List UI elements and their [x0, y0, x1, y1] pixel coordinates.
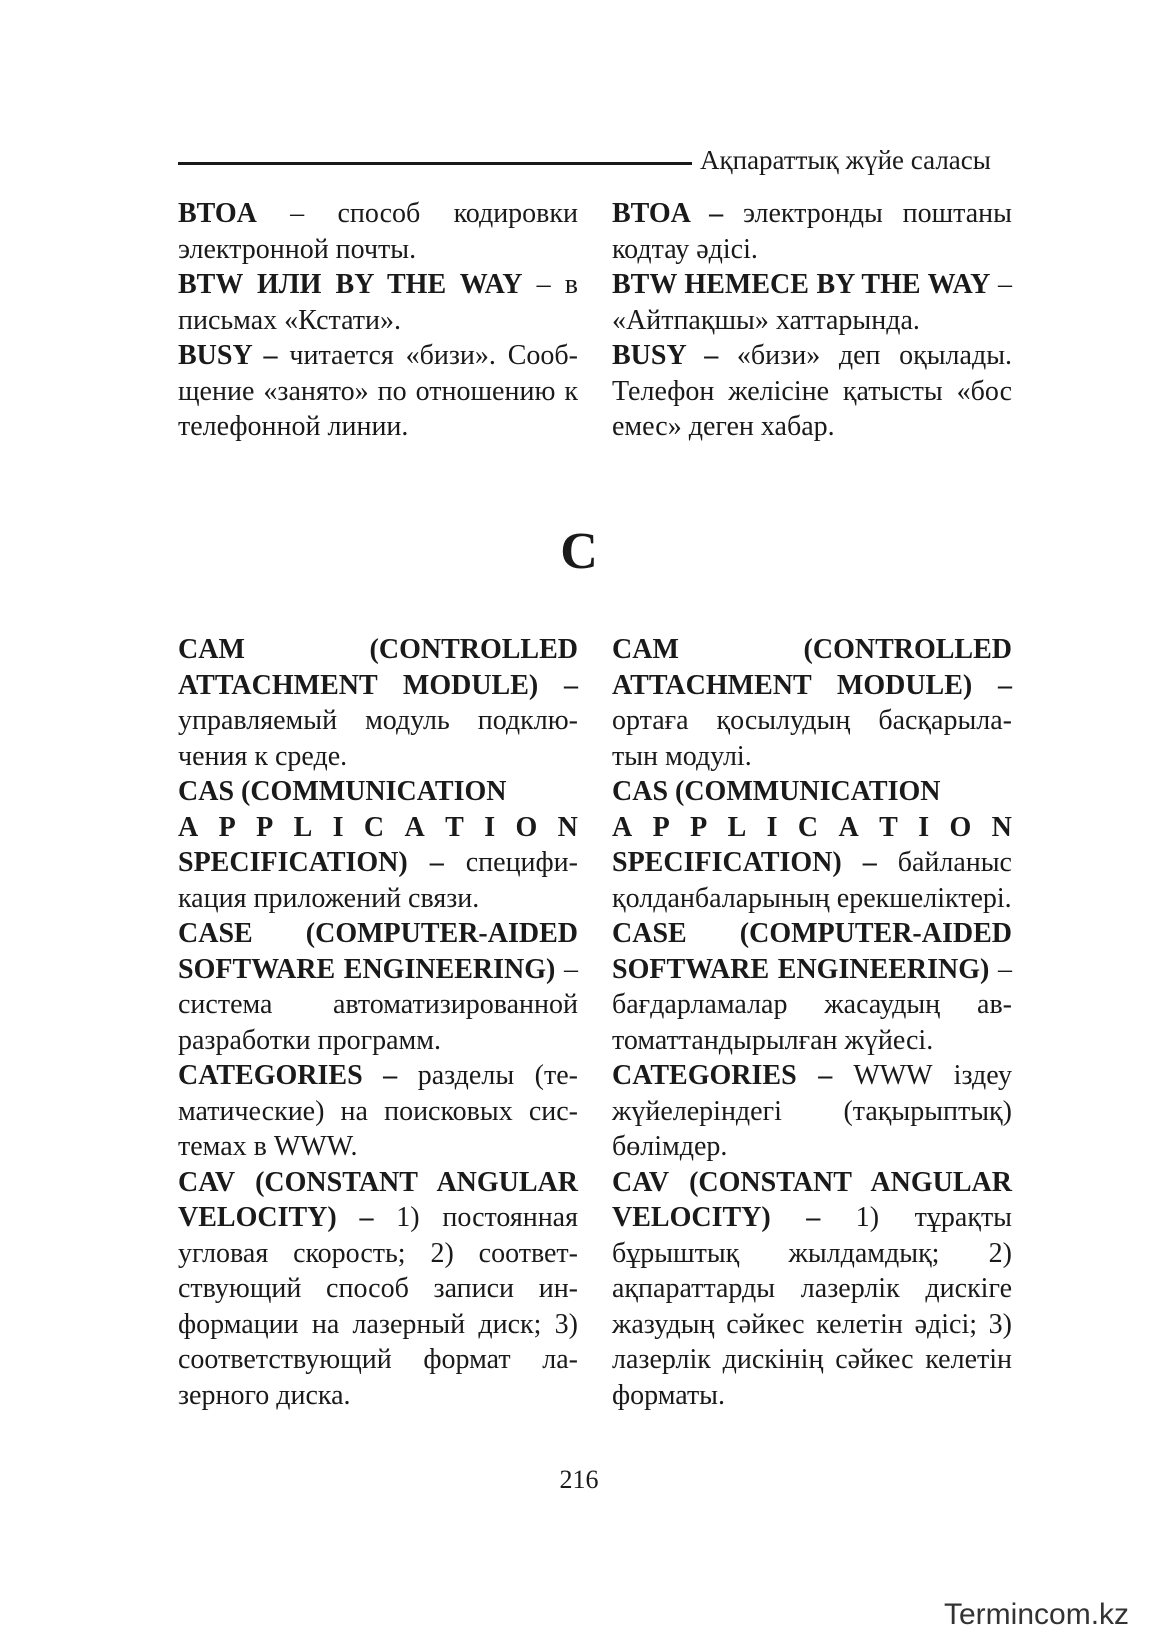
entry-term: CAM (CONTROLLED ATTACHMENT MODULE) –	[612, 634, 1012, 701]
spaced-term-line	[612, 810, 1012, 846]
header-rule	[178, 162, 692, 165]
spaced-letter: P	[256, 811, 274, 843]
entry-categories-kk	[612, 1058, 1012, 1165]
entry-definition: электронды поштаны кодтау әдісі.	[612, 198, 1012, 265]
entry-definition: WWW іздеу жүйелеріндегі (тақырыптық) бөлімдер.	[612, 1060, 1012, 1162]
entries-ru-top	[178, 196, 578, 445]
spaced-letter: A	[612, 811, 633, 843]
entry-term: BUSY –	[178, 340, 278, 371]
entries-kk-top	[612, 196, 1012, 445]
entry-cav-kk	[612, 1165, 1012, 1414]
spaced-letter: A	[178, 811, 199, 843]
spaced-letter: L	[727, 811, 747, 843]
spaced-letter: N	[557, 811, 578, 843]
entry-definition: – способ кодировки электронной почты.	[178, 198, 578, 265]
entry-cam-ru	[178, 632, 578, 774]
running-header: Ақпараттық жүйе саласы	[700, 145, 991, 175]
entry-cas-kk	[612, 774, 1012, 916]
entry-btoa-kk	[612, 196, 1012, 267]
entry-term: BTOA –	[612, 198, 724, 229]
entry-definition: «бизи» деп оқылады. Телефон желісіне қатысты «бос емес» деген хабар.	[612, 340, 1013, 442]
entry-term: CASE (COMPUTER-AIDED SOFTWARE ENGINEERING)	[178, 918, 578, 985]
spaced-term-line	[178, 810, 578, 846]
entry-definition: читается «бизи». Сооб-щение «занято» по отношению к телефонной линии.	[178, 340, 578, 442]
spaced-letter: N	[991, 811, 1012, 843]
entry-term: CAS (COMMUNICATION	[178, 776, 507, 807]
entry-definition: байланыс қолданбаларының ерекшеліктері.	[612, 847, 1012, 914]
entry-term: SPECIFICATION) –	[612, 847, 877, 878]
section-letter: C	[560, 523, 598, 580]
spaced-letter: O	[515, 811, 538, 843]
entry-btw-ru	[178, 267, 578, 338]
spaced-letter: I	[766, 811, 778, 843]
spaced-letter: P	[652, 811, 670, 843]
entry-btw-kk	[612, 267, 1012, 338]
entry-definition: – в письмах «Кстати».	[178, 269, 578, 336]
entry-definition: управляемый модуль подклю-чения к среде.	[178, 705, 578, 772]
entry-term: CAV (CONSTANT ANGULAR VELOCITY) –	[178, 1166, 578, 1233]
entry-case-ru	[178, 916, 578, 1058]
entry-definition: специфи-кация приложений связи.	[178, 847, 578, 914]
entry-term: BTOA	[178, 198, 257, 229]
watermark-logo: Termincom.kz	[944, 1598, 1130, 1631]
entry-cas-ru	[178, 774, 578, 916]
entry-definition: 1) постоянная угловая скорость; 2) соответ-ствующий способ записи ин-формации на лазерный диск; 3) соответствующий формат ла-зерного диска.	[178, 1202, 578, 1411]
entry-term: CATEGORIES –	[612, 1060, 833, 1091]
entry-definition: – «Айтпақшы» хаттарында.	[612, 269, 1013, 336]
entry-categories-ru	[178, 1058, 578, 1165]
entries-kk-bottom	[612, 632, 1012, 1413]
entry-definition: – бағдарламалар жасаудың ав-томаттандырылған жүйесі.	[612, 953, 1013, 1056]
entry-term: CASE (COMPUTER-AIDED SOFTWARE ENGINEERING)	[612, 918, 1012, 985]
spaced-letter: T	[445, 811, 464, 843]
spaced-letter: L	[293, 811, 313, 843]
spaced-letter: P	[218, 811, 236, 843]
entry-term: CAM (CONTROLLED ATTACHMENT MODULE) –	[178, 634, 578, 701]
spaced-letter: A	[838, 811, 859, 843]
spaced-letter: T	[879, 811, 898, 843]
entry-term: BTW HEMECE BY THE WAY	[612, 269, 991, 300]
entry-term: CATEGORIES –	[178, 1060, 398, 1091]
entry-term: SPECIFICATION) –	[178, 847, 444, 878]
entry-term: BUSY –	[612, 340, 719, 371]
entry-definition: разделы (те-матические) на поисковых сис-темах в WWW.	[178, 1060, 578, 1162]
spaced-letter: C	[363, 811, 385, 843]
entry-cav-ru	[178, 1165, 578, 1414]
spaced-letter: A	[404, 811, 425, 843]
entry-term: BTW ИЛИ BY THE WAY	[178, 269, 523, 300]
entry-btoa-ru	[178, 196, 578, 267]
entry-term: CAS (COMMUNICATION	[612, 776, 941, 807]
entry-term: CAV (CONSTANT ANGULAR VELOCITY) –	[612, 1166, 1012, 1233]
entry-definition: – система автоматизированной разработки программ.	[178, 953, 579, 1056]
spaced-letter: O	[949, 811, 972, 843]
entry-definition: ортаға қосылудың басқарыла-тын модулі.	[612, 705, 1012, 772]
spaced-letter: I	[332, 811, 344, 843]
entry-busy-kk	[612, 338, 1012, 445]
entry-definition: 1) тұрақты бұрыштық жылдамдық; 2) ақпараттарды лазерлік дискіге жазудың сәйкес келетін әдісі; 3) лазерлік дискінің сәйкес келетін форматы.	[612, 1202, 1012, 1411]
spaced-letter: I	[484, 811, 496, 843]
spaced-letter: P	[690, 811, 708, 843]
entry-busy-ru	[178, 338, 578, 445]
page-number: 216	[559, 1465, 599, 1494]
spaced-letter: C	[797, 811, 819, 843]
entries-ru-bottom	[178, 632, 578, 1413]
spaced-letter: I	[918, 811, 930, 843]
entry-case-kk	[612, 916, 1012, 1058]
entry-cam-kk	[612, 632, 1012, 774]
